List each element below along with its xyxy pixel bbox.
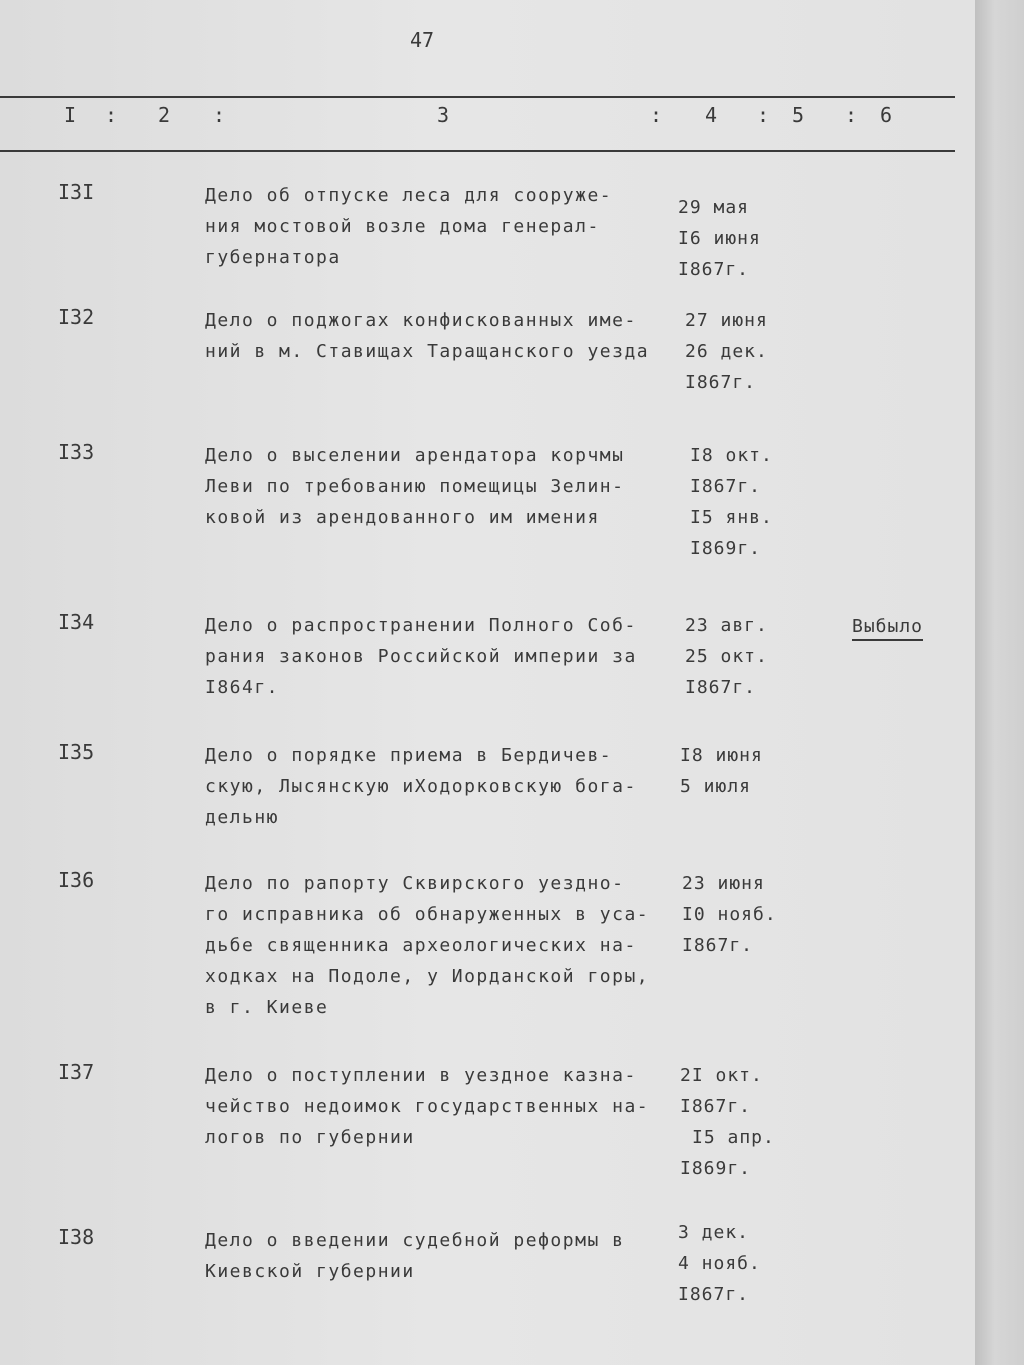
- description-line: Дело о распространении Полного Соб-: [205, 615, 637, 636]
- date-line: 25 окт.: [685, 646, 768, 667]
- entry-number: I36: [58, 868, 95, 892]
- description-line: в г. Киеве: [205, 997, 329, 1018]
- entry-description: [205, 1060, 675, 1153]
- entry-dates: [680, 740, 763, 802]
- status-note: Выбыло: [852, 616, 923, 641]
- date-line: I0 нояб.: [682, 904, 777, 925]
- column-header-2: 2: [158, 103, 172, 127]
- description-line: Дело о поджогах конфискованных име-: [205, 310, 637, 331]
- column-separator: :: [845, 103, 859, 127]
- description-line: Дело об отпуске леса для сооруже-: [205, 185, 613, 206]
- description-line: чейство недоимок государственных на-: [205, 1096, 650, 1117]
- entry-dates: [678, 1217, 761, 1310]
- date-line: 29 мая: [678, 197, 750, 218]
- date-line: I867г.: [685, 372, 757, 393]
- entry-number: I37: [58, 1060, 95, 1084]
- column-header-4: 4: [705, 103, 719, 127]
- date-line: I869г.: [690, 538, 762, 559]
- date-line: I867г.: [680, 1096, 752, 1117]
- column-header-5: 5: [792, 103, 806, 127]
- date-line: 27 июня: [685, 310, 768, 331]
- description-line: логов по губернии: [205, 1127, 415, 1148]
- description-line: Дело о порядке приема в Бердичев-: [205, 745, 613, 766]
- entry-description: [205, 180, 675, 273]
- description-line: Дело по рапорту Сквирского уездно-: [205, 873, 625, 894]
- description-line: Киевской губернии: [205, 1261, 415, 1282]
- entry-dates: [685, 305, 768, 398]
- date-line: I867г.: [678, 259, 750, 280]
- description-line: I864г.: [205, 677, 280, 698]
- date-line: I867г.: [678, 1284, 750, 1305]
- description-line: губернатора: [205, 247, 341, 268]
- column-header-1: I: [64, 103, 78, 127]
- description-line: Дело о поступлении в уездное казна-: [205, 1065, 637, 1086]
- description-line: ходках на Подоле, у Иорданской горы,: [205, 966, 650, 987]
- page-number: 47: [410, 28, 435, 52]
- date-line: I6 июня: [678, 228, 761, 249]
- date-line: 2I окт.: [680, 1065, 763, 1086]
- description-line: дьбе священника археологических на-: [205, 935, 637, 956]
- page-edge: [975, 0, 1024, 1365]
- date-line: I5 апр.: [692, 1127, 775, 1148]
- description-line: ния мостовой возле дома генерал-: [205, 216, 600, 237]
- description-line: Дело о выселении арендатора корчмы: [205, 445, 625, 466]
- entry-number: I32: [58, 305, 95, 329]
- column-header-3: 3: [437, 103, 451, 127]
- description-line: Леви по требованию помещицы Зелин-: [205, 476, 625, 497]
- date-line: I867г.: [685, 677, 757, 698]
- header-top-rule: [0, 96, 955, 98]
- date-line: I867г.: [690, 476, 762, 497]
- entry-dates: [680, 1060, 775, 1184]
- entry-description: [205, 440, 675, 533]
- description-line: ний в м. Ставищах Таращанского уезда: [205, 341, 650, 362]
- date-line: 26 дек.: [685, 341, 768, 362]
- entry-description: [205, 740, 675, 833]
- entry-description: [205, 868, 675, 1023]
- date-line: I5 янв.: [690, 507, 773, 528]
- entry-description: [205, 1225, 675, 1287]
- date-line: I8 июня: [680, 745, 763, 766]
- column-separator: :: [650, 103, 664, 127]
- entry-dates: [682, 868, 777, 961]
- entry-number: I33: [58, 440, 95, 464]
- description-line: скую, Лысянскую иХодорковскую бога-: [205, 776, 637, 797]
- column-separator: :: [757, 103, 771, 127]
- description-line: го исправника об обнаруженных в уса-: [205, 904, 650, 925]
- column-separator: :: [213, 103, 227, 127]
- description-line: рания законов Российской империи за: [205, 646, 637, 667]
- description-line: Дело о введении судебной реформы в: [205, 1230, 625, 1251]
- entry-number: I35: [58, 740, 95, 764]
- entry-dates: [678, 192, 761, 285]
- entry-number: I3I: [58, 180, 95, 204]
- date-line: 4 нояб.: [678, 1253, 761, 1274]
- date-line: I867г.: [682, 935, 754, 956]
- date-line: 5 июля: [680, 776, 752, 797]
- date-line: 23 июня: [682, 873, 765, 894]
- column-header-6: 6: [880, 103, 894, 127]
- description-line: дельню: [205, 807, 280, 828]
- entry-number: I38: [58, 1225, 95, 1249]
- date-line: 23 авг.: [685, 615, 768, 636]
- date-line: I869г.: [680, 1158, 752, 1179]
- column-separator: :: [105, 103, 119, 127]
- entry-number: I34: [58, 610, 95, 634]
- header-bottom-rule: [0, 150, 955, 152]
- date-line: I8 окт.: [690, 445, 773, 466]
- entry-description: [205, 305, 675, 367]
- entry-description: [205, 610, 675, 703]
- entry-dates: [685, 610, 768, 703]
- entry-dates: [690, 440, 773, 564]
- description-line: ковой из арендованного им имения: [205, 507, 600, 528]
- date-line: 3 дек.: [678, 1222, 750, 1243]
